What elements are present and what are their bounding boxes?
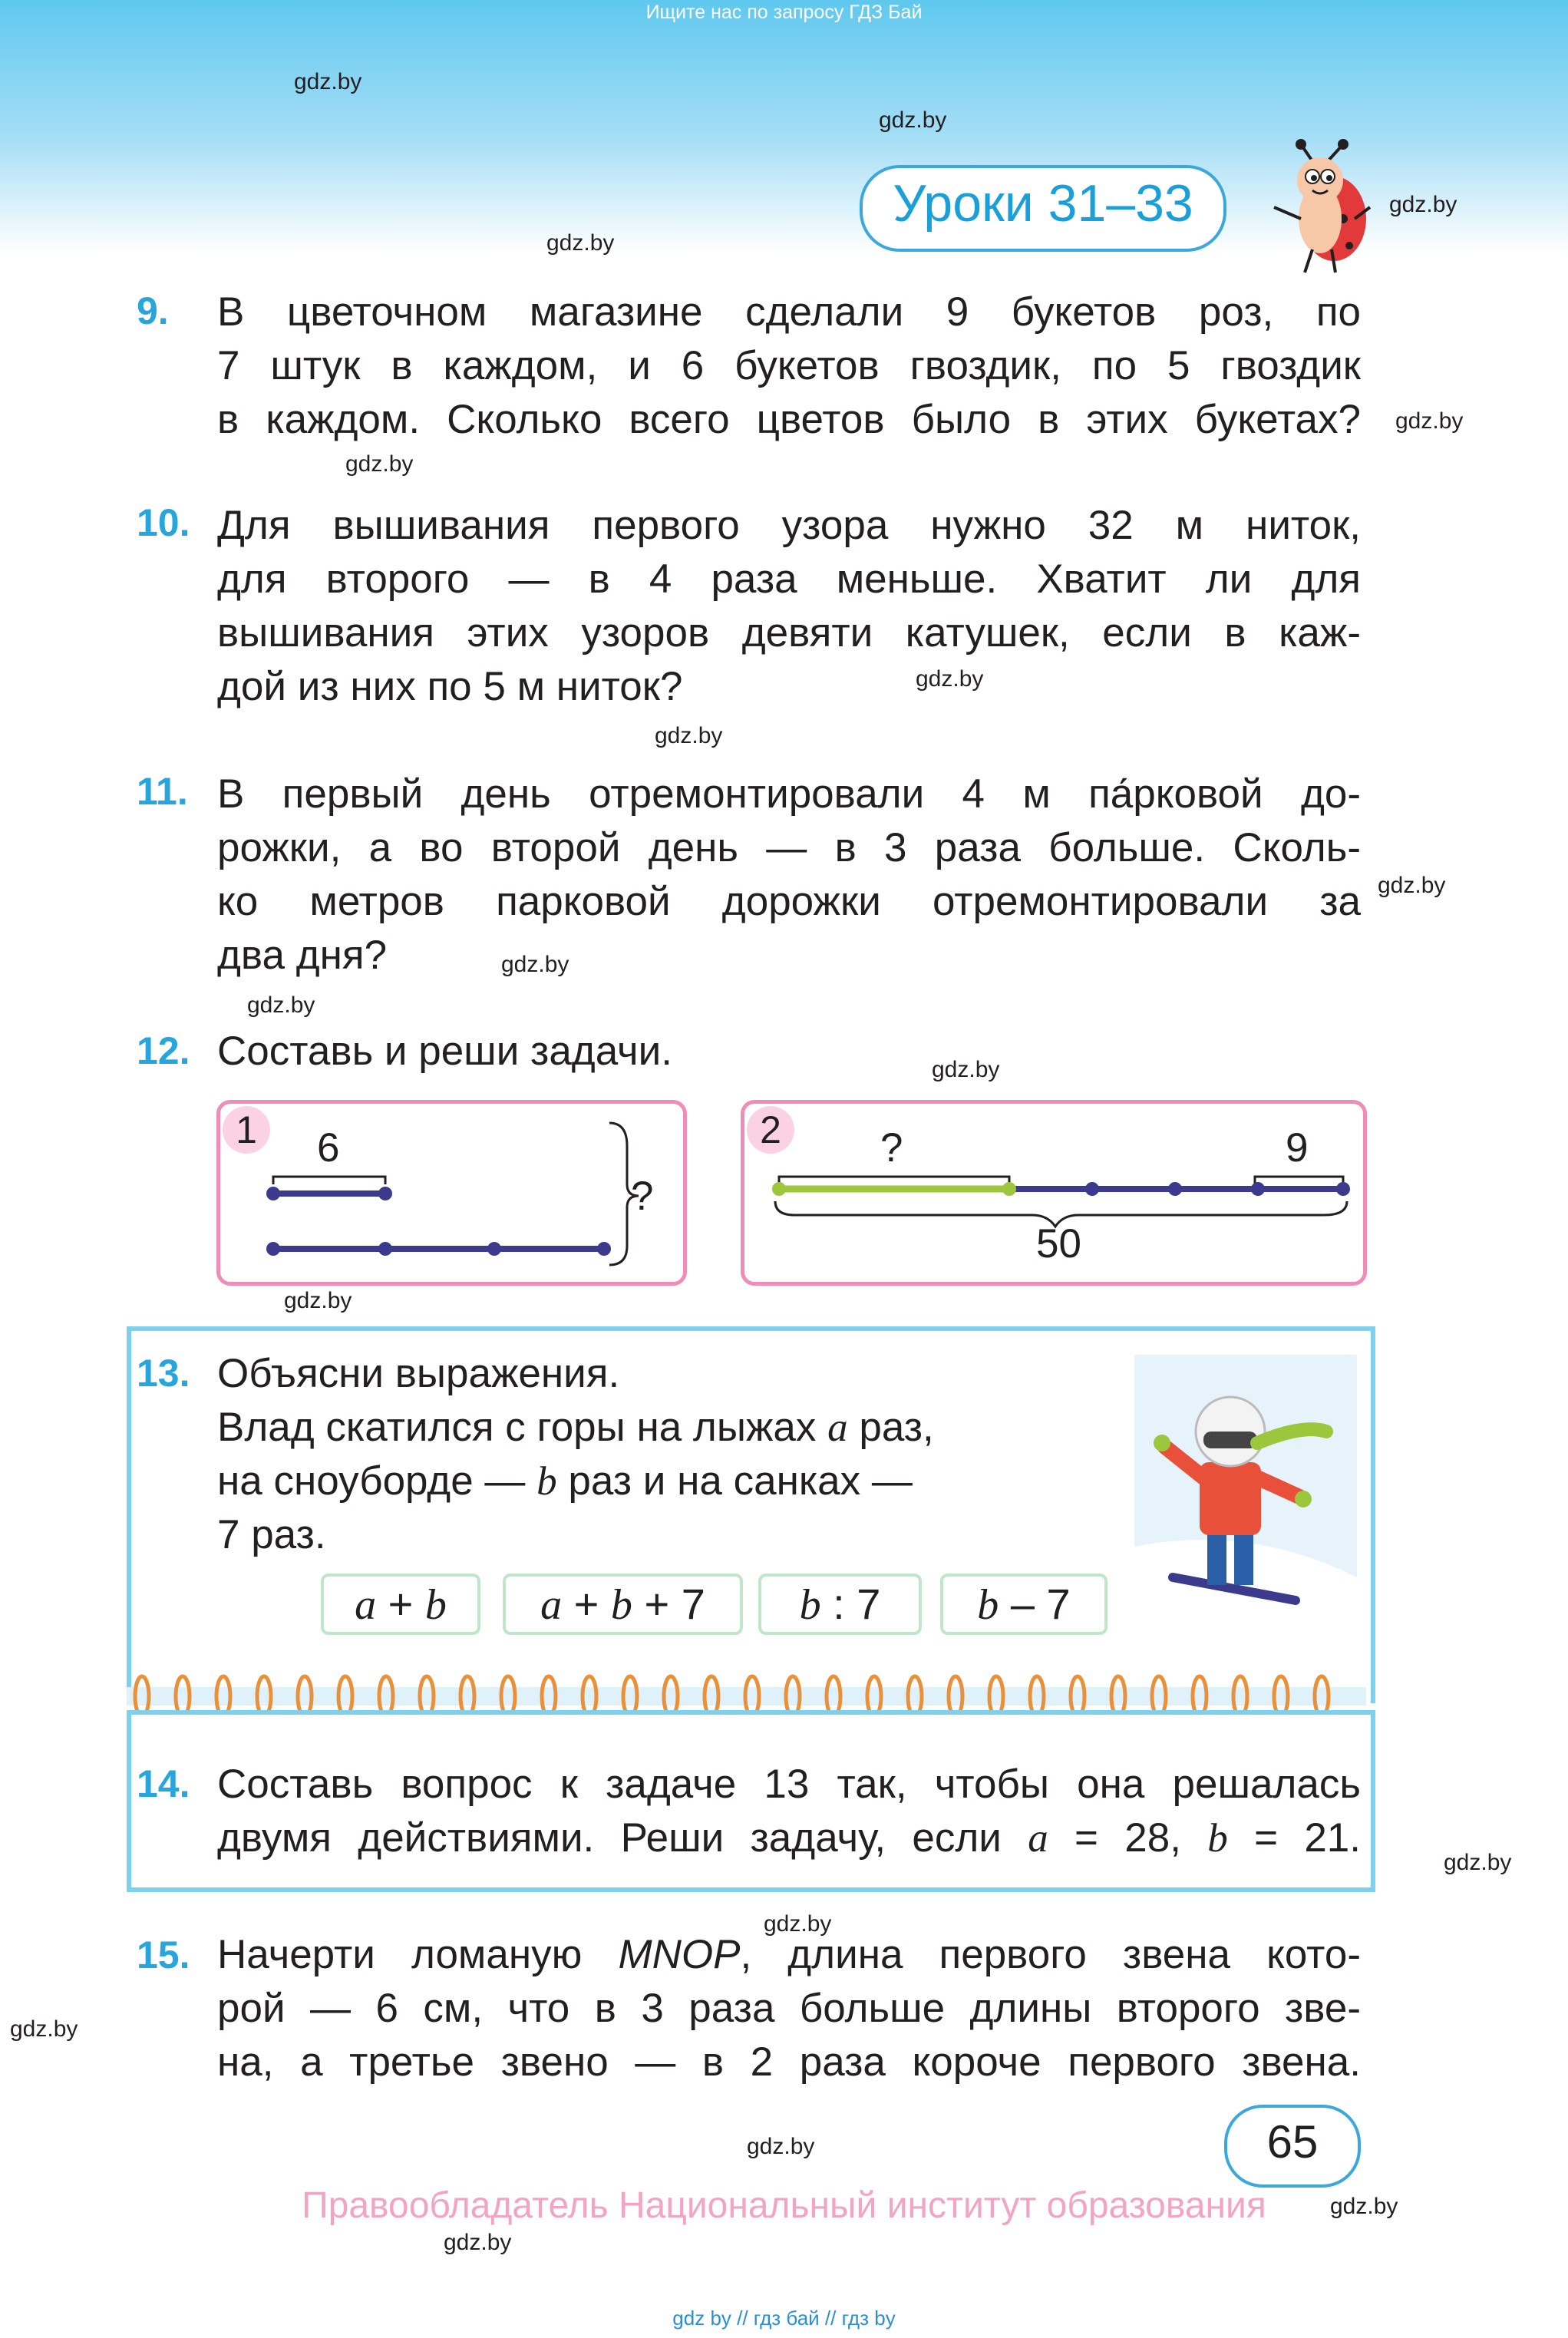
watermark: gdz.by bbox=[764, 1911, 832, 1937]
task-text-line: Составь и реши задачи. bbox=[217, 1029, 672, 1074]
task-number: 9. bbox=[137, 289, 169, 332]
operator: + bbox=[388, 1580, 414, 1628]
watermark: gdz.by bbox=[501, 952, 569, 977]
total-value: 50 bbox=[1036, 1221, 1081, 1266]
task-text-line: рой — 6 см, что в 3 раза больше длины второго зве- bbox=[217, 1986, 1361, 2031]
text-part: Начерти ломаную bbox=[217, 1932, 583, 1977]
bottom-note[interactable]: gdz by // гдз бай // гдз by bbox=[672, 2307, 896, 2330]
diagram-label: 2 bbox=[747, 1106, 794, 1154]
watermark: gdz.by bbox=[1389, 192, 1457, 217]
watermark: gdz.by bbox=[10, 2016, 78, 2042]
task-text-line bbox=[217, 1455, 913, 1508]
watermark: gdz.by bbox=[932, 1057, 1000, 1082]
variable-a: a bbox=[827, 1405, 848, 1450]
task-number: 10. bbox=[137, 501, 190, 544]
task-text-line bbox=[217, 1811, 1361, 1865]
task-number: 14. bbox=[137, 1762, 190, 1805]
top-note[interactable]: Ищите нас по запросу ГДЗ Бай bbox=[645, 2, 923, 23]
task-text-line: вышивания этих узоров девяти катушек, если в каж- bbox=[217, 610, 1361, 655]
variable: b bbox=[610, 1581, 632, 1629]
task-text-line: 7 раз. bbox=[217, 1512, 326, 1557]
watermark: gdz.by bbox=[345, 451, 414, 477]
expression-chip bbox=[321, 1574, 480, 1635]
expression-chip bbox=[503, 1574, 743, 1635]
watermark: gdz.by bbox=[294, 69, 362, 94]
text-part: раз, bbox=[859, 1405, 934, 1450]
watermark: gdz.by bbox=[546, 230, 615, 256]
watermark: gdz.by bbox=[916, 666, 984, 692]
segment-value: 6 bbox=[317, 1125, 340, 1171]
task-text-line: 7 штук в каждом, и 6 букетов гвоздик, по 5 гвоздик bbox=[217, 343, 1361, 388]
watermark: gdz.by bbox=[879, 107, 947, 133]
value-a: = 28, bbox=[1074, 1815, 1181, 1861]
variable: b bbox=[424, 1581, 447, 1629]
task-text-line: В первый день отремонтировали 4 м па́рковой до- bbox=[217, 771, 1361, 817]
expression-chip bbox=[940, 1574, 1108, 1635]
watermark: gdz.by bbox=[1395, 408, 1464, 434]
text-part: , длина первого звена кото- bbox=[740, 1932, 1361, 1977]
watermark: gdz.by bbox=[1444, 1850, 1512, 1875]
variable-b: b bbox=[1207, 1816, 1228, 1861]
variable: b bbox=[799, 1581, 821, 1629]
task-number: 13. bbox=[137, 1352, 190, 1395]
ladybug-icon bbox=[1266, 138, 1374, 276]
copyright-holder: Правообладатель Национальный институт образования bbox=[302, 2185, 1266, 2226]
variable: a bbox=[355, 1581, 377, 1629]
task-number: 11. bbox=[137, 770, 188, 813]
expression-chip bbox=[758, 1574, 922, 1635]
lesson-title: Уроки 31–33 bbox=[893, 174, 1193, 233]
diagram-label: 1 bbox=[223, 1106, 270, 1154]
task-text-line: два дня? bbox=[217, 933, 388, 978]
watermark: gdz.by bbox=[1378, 873, 1446, 898]
variable-a: a bbox=[1028, 1816, 1048, 1861]
value-b: = 21. bbox=[1254, 1815, 1361, 1861]
operand: + 7 bbox=[644, 1580, 705, 1628]
operator: – 7 bbox=[1010, 1580, 1071, 1628]
task-text-line: рожки, а во второй день — в 3 раза больше. Сколь- bbox=[217, 825, 1361, 870]
task-text-line: В цветочном магазине сделали 9 букетов роз, по bbox=[217, 289, 1361, 335]
task-text-line: дой из них по 5 м ниток? bbox=[217, 664, 683, 709]
task-number: 15. bbox=[137, 1933, 190, 1976]
operator: : 7 bbox=[833, 1580, 881, 1628]
polyline-name: MNOP bbox=[618, 1932, 741, 1977]
snowboarder-illustration bbox=[1134, 1355, 1357, 1639]
task-text-line: Объясни выражения. bbox=[217, 1351, 620, 1396]
watermark: gdz.by bbox=[655, 723, 723, 748]
task-text-line: в каждом. Сколько всего цветов было в этих букетах? bbox=[217, 397, 1361, 442]
text-part: на сноуборде — bbox=[217, 1458, 526, 1504]
watermark: gdz.by bbox=[284, 1288, 352, 1313]
text-part: Влад скатился с горы на лыжах bbox=[217, 1405, 817, 1450]
variable: a bbox=[540, 1581, 563, 1629]
segment-value: ? bbox=[880, 1125, 903, 1171]
variable: b bbox=[977, 1581, 999, 1629]
segment-value: 9 bbox=[1286, 1125, 1309, 1171]
text-part: двумя действиями. Реши задачу, если bbox=[217, 1815, 1002, 1861]
task-text-line bbox=[217, 1928, 1361, 1982]
watermark: gdz.by bbox=[1330, 2194, 1398, 2219]
segment-lines bbox=[741, 1100, 1359, 1284]
task-text-line: на, а третье звено — в 2 раза короче первого звена. bbox=[217, 2039, 1361, 2085]
watermark: gdz.by bbox=[747, 2134, 815, 2159]
brace-value: ? bbox=[631, 1174, 654, 1219]
task-text-line bbox=[217, 1401, 934, 1455]
watermark: gdz.by bbox=[247, 992, 315, 1018]
variable-b: b bbox=[536, 1459, 557, 1504]
operator: + bbox=[573, 1580, 599, 1628]
text-part: раз и на санках — bbox=[568, 1458, 913, 1504]
segment-lines bbox=[216, 1100, 679, 1284]
task-text-line: ко метров парковой дорожки отремонтировали за bbox=[217, 879, 1361, 924]
page-number: 65 bbox=[1266, 2116, 1319, 2168]
task-text-line: Для вышивания первого узора нужно 32 м ниток, bbox=[217, 503, 1361, 548]
watermark: gdz.by bbox=[444, 2230, 512, 2255]
task-text-line: для второго — в 4 раза меньше. Хватит ли для bbox=[217, 556, 1361, 602]
task-number: 12. bbox=[137, 1029, 190, 1072]
task-text-line: Составь вопрос к задаче 13 так, чтобы она решалась bbox=[217, 1762, 1361, 1807]
